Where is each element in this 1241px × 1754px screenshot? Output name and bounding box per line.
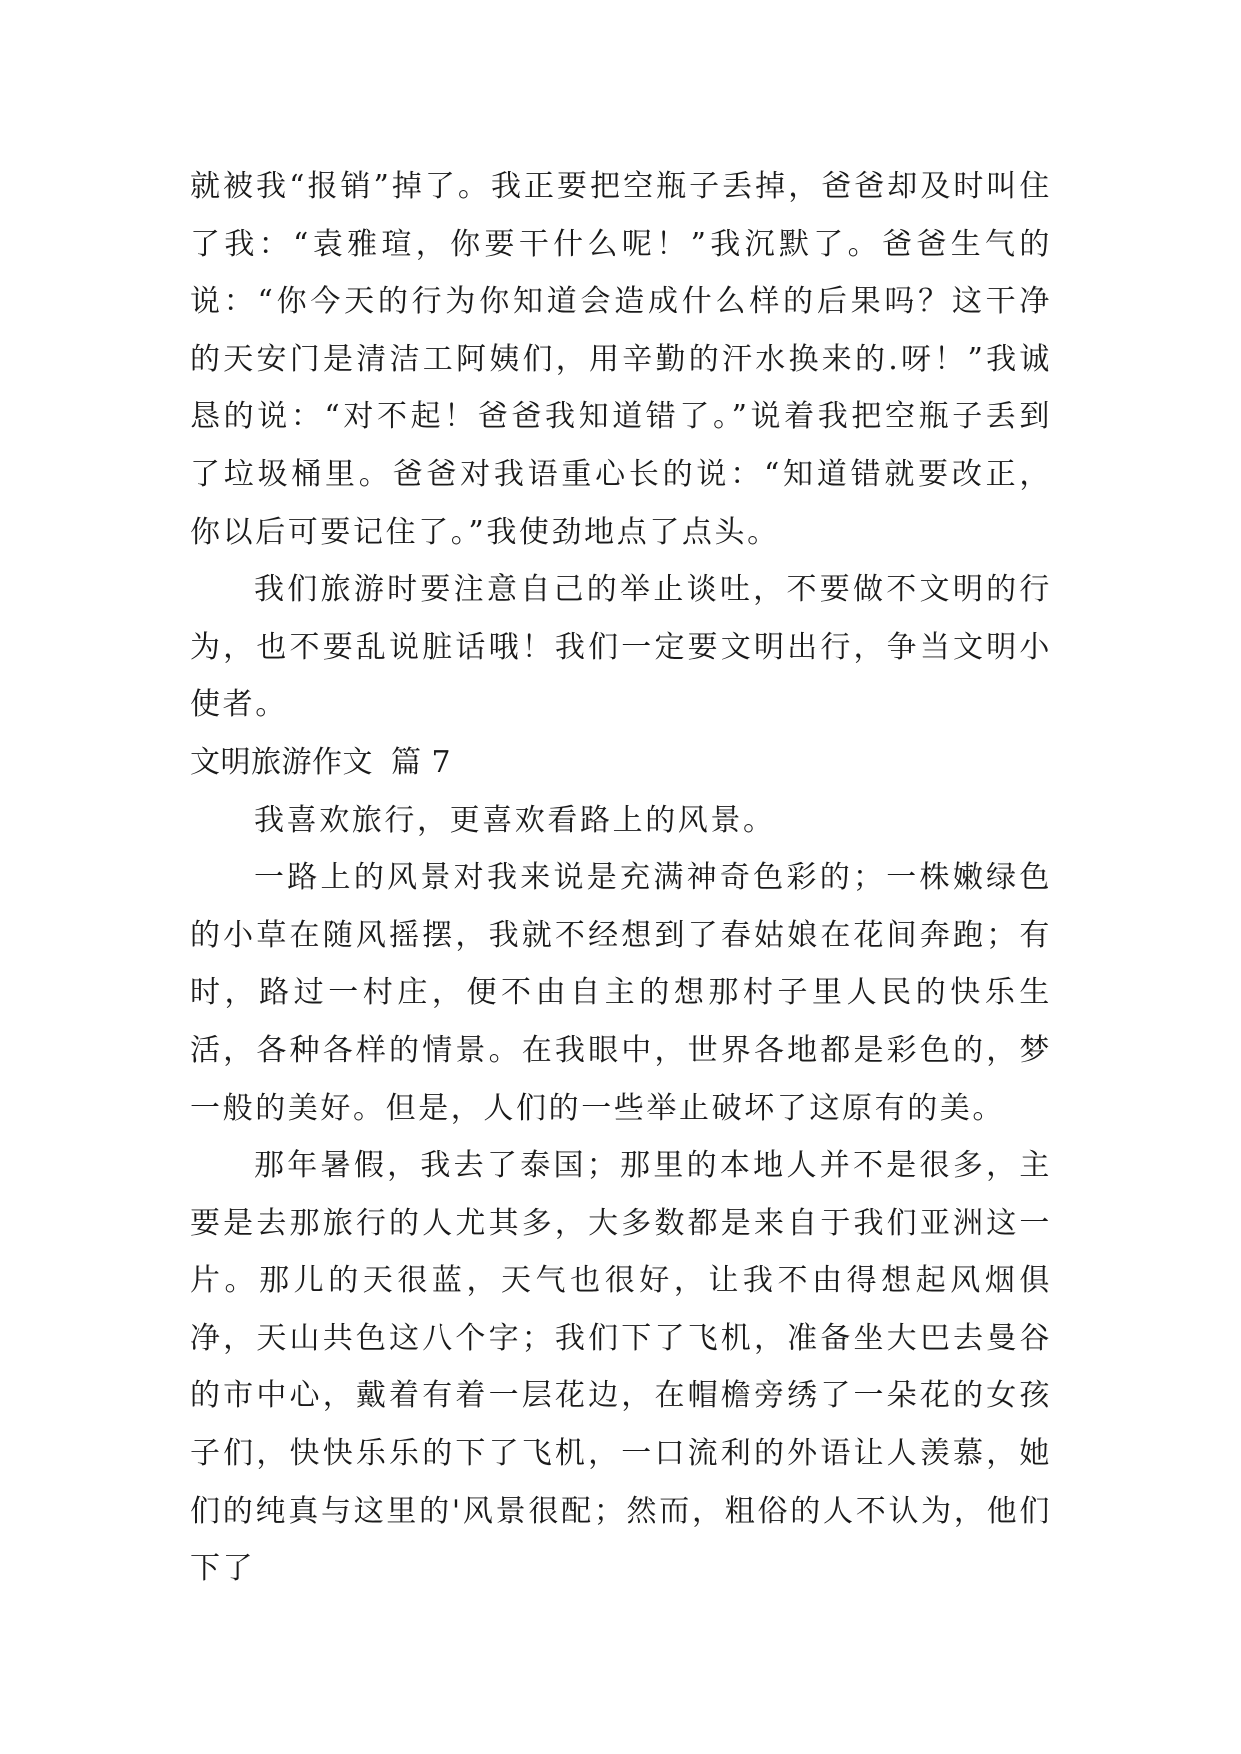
- section-title: 文明旅游作文: [190, 744, 373, 780]
- document-body: [190, 158, 1052, 1598]
- paragraph-thailand-trip: 那年暑假，我去了泰国；那里的本地人并不是很多，主要是去那旅行的人尤其多，大多数都是来自于我们亚洲这一片。那儿的天很蓝，天气也很好，让我不由得想起风烟俱净，天山共色这八个字；我们下了飞机，准备坐大巴去曼谷的市中心，戴着有着一层花边，在帽檐旁绣了一朵花的女孩子们，快快乐乐的下了飞机，一口流利的外语让人羡慕，她们的纯真与这里的'风景很配；然而，粗俗的人不认为，他们下了: [190, 1148, 1052, 1587]
- paragraph-civilized-travel-advice: 我们旅游时要注意自己的举止谈吐，不要做不文明的行为，也不要乱说脏话哦！我们一定要文明出行，争当文明小使者。: [190, 572, 1052, 723]
- section-number: 篇 7: [391, 744, 452, 780]
- paragraph-scenery: 一路上的风景对我来说是充满神奇色彩的；一株嫩绿色的小草在随风摇摆，我就不经想到了春姑娘在花间奔跑；有时，路过一村庄，便不由自主的想那村子里人民的快乐生活，各种各样的情景。在我眼中，世界各地都是彩色的，梦一般的美好。但是，人们的一些举止破坏了这原有的美。: [190, 860, 1052, 1126]
- paragraph-continued: 就被我“报销”掉了。我正要把空瓶子丢掉，爸爸却及时叫住了我：“袁雅瑄，你要干什么呢！”我沉默了。爸爸生气的说：“你今天的行为你知道会造成什么样的后果吗？这干净的天安门是清洁工阿姨们，用辛勤的汗水换来的.呀！”我诚恳的说：“对不起！爸爸我知道错了。”说着我把空瓶子丢到了垃圾桶里。爸爸对我语重心长的说：“知道错就要改正，你以后可要记住了。”我使劲地点了点头。: [190, 169, 1052, 550]
- paragraph-intro: 我喜欢旅行，更喜欢看路上的风景。: [254, 802, 776, 838]
- section-heading: [190, 734, 1052, 792]
